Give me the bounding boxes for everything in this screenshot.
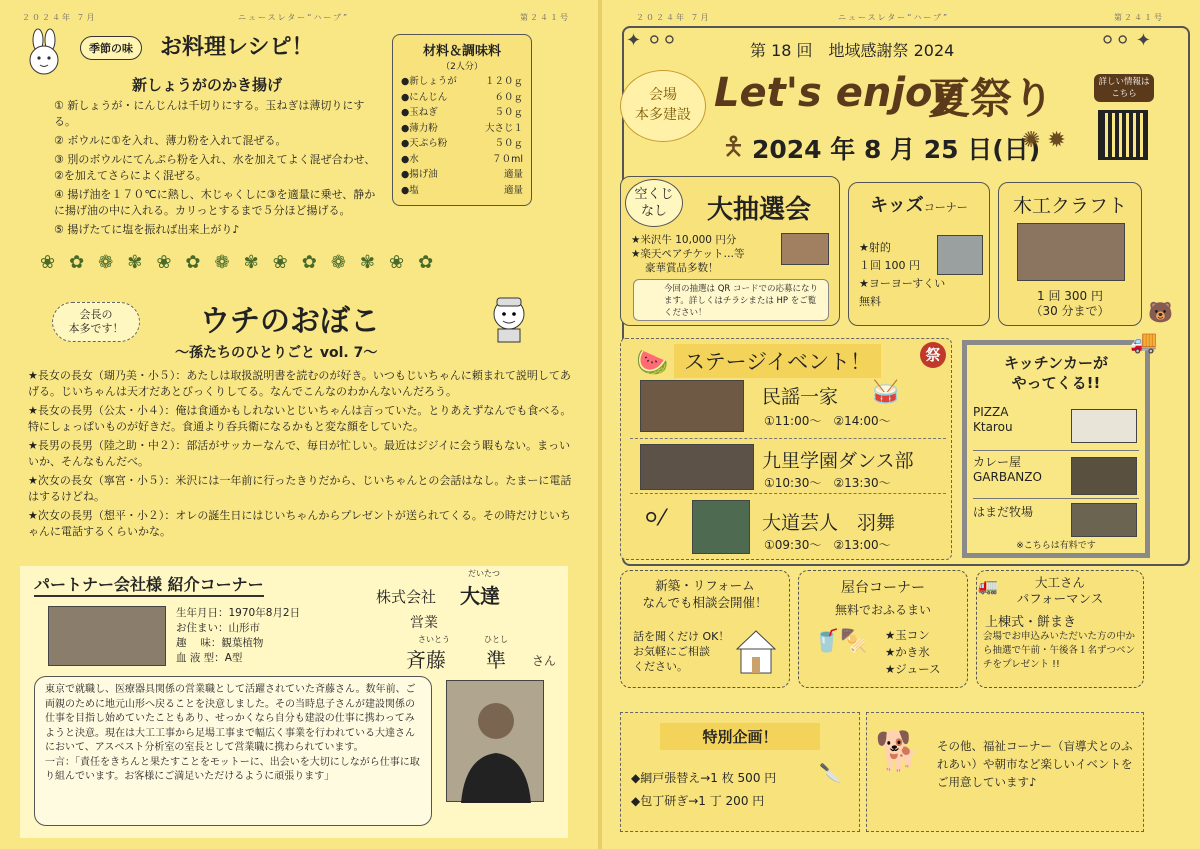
pizza-photo xyxy=(1071,409,1137,443)
chef-rabbit-icon xyxy=(20,28,70,78)
profile-row xyxy=(176,651,300,666)
recipe-step: ① 新しょうが・にんじんは千切りにする。玉ねぎは薄切りにする。 xyxy=(54,99,365,128)
special-box xyxy=(620,712,860,832)
stall-box xyxy=(798,570,968,688)
header-date: ２０２４年 ７月 xyxy=(22,13,97,22)
stage-event-times: ①09:30～ ②13:00～ xyxy=(764,538,891,552)
profile-key: 生年月日： xyxy=(176,607,229,619)
ingredient-row xyxy=(401,105,523,121)
stall-item: ★かき氷 xyxy=(885,645,930,659)
ingredient-name: ●天ぷら粉 xyxy=(401,138,448,149)
stage-title: ステージイベント！ xyxy=(674,344,881,378)
stage-event-photo-1 xyxy=(640,380,744,432)
craft-title: 木工クラフト xyxy=(1012,195,1127,217)
profile-value: A型 xyxy=(224,652,243,664)
festival-badge: 祭 xyxy=(920,342,946,368)
profile-value: 観葉植物 xyxy=(221,637,264,649)
ingredient-name: ●玉ねぎ xyxy=(401,107,438,118)
ingredients-box xyxy=(392,34,532,206)
ingredient-qty: ５０ｇ xyxy=(494,138,523,149)
curry-truck-photo xyxy=(1071,457,1137,495)
food-truck-icon: 🚚 xyxy=(1130,330,1158,355)
ingredients-list xyxy=(393,72,531,200)
left-page xyxy=(0,0,598,849)
recipe-title: お料理レシピ！ xyxy=(160,35,314,60)
partner-title: パートナー会社様 紹介コーナー xyxy=(34,572,264,597)
stall-item: ★ジュース xyxy=(885,662,941,676)
stage-event-name: 大道芸人 羽舞 xyxy=(762,512,896,534)
kids-title-row xyxy=(849,191,989,217)
ingredient-name: ●水 xyxy=(401,153,419,165)
kitchen-title-1: キッチンカーが xyxy=(1004,354,1108,372)
festival-date: 2024 年 8 月 25 日(日) xyxy=(752,135,1041,164)
profile-key: お住まい： xyxy=(176,622,229,634)
header-title: ニュースレター“ハーブ” xyxy=(838,13,950,22)
stage-event-photo-3 xyxy=(692,500,750,554)
family-item: ★長男の長男（陸之助・中２）：部活がサッカーなんで、毎日が忙しい。最近はジジイに会う暇もない。まっいいか、そんなもんだべ。 xyxy=(28,439,571,468)
recipe-steps xyxy=(54,98,384,238)
partner-bio-box xyxy=(34,676,432,826)
kitchen-note: ※こちらは有料です xyxy=(1016,541,1096,551)
profile-key: 血 液 型： xyxy=(176,652,225,664)
family-item: ★長女の長男（公太・小４）：俺は食通かもしれないとじいちゃんは言っていた。とりあえずなんでも食べる。特にしょっぱいものが好きだ。食通より呑兵衛になるかもと変な顔をしていた。 xyxy=(28,404,572,433)
kids-item: ★射的 xyxy=(859,241,891,254)
lantern-left-icon: ✦ ⚪⚪ xyxy=(626,30,677,51)
tools-icon: 🔪 xyxy=(819,763,842,784)
family-item: ★次女の長女（寧宮・小５）：米沢には一年前に行ったきりだから、じいちゃんとの会話はなし。たまーに電話はするけどね。 xyxy=(28,474,572,503)
stage-event-name: 民謡一家 xyxy=(762,386,839,408)
ingredient-row xyxy=(401,183,523,199)
ingredient-row xyxy=(401,121,523,137)
recipe-dish: 新しょうがのかき揚げ xyxy=(132,76,283,94)
kitchen-title-2: やってくる!! xyxy=(1011,374,1101,392)
festival-title-jp: 夏祭り xyxy=(928,74,1055,123)
shooting-gallery-photo xyxy=(937,235,983,275)
ingredient-name: ●塩 xyxy=(401,184,419,196)
lantern-right-icon: ⚪⚪ ✦ xyxy=(1100,30,1151,51)
ingredient-qty: １２０ｇ xyxy=(484,76,523,87)
ingredient-row xyxy=(401,90,523,106)
header-date: ２０２４年 ７月 xyxy=(636,13,711,22)
mascot-icon: 🐻 xyxy=(1148,300,1173,324)
lottery-prize: ★米沢牛 10,000 円分 xyxy=(631,234,737,246)
festival-title-en: Let's enjoy xyxy=(714,70,959,116)
family-title: ウチのおぼこ xyxy=(200,304,380,339)
drum-icon: 🥁 xyxy=(872,380,900,405)
recipe-step: ② ボウルに①を入れ、薄力粉を入れて混ぜる。 xyxy=(54,134,287,147)
carpenter-body: 会場でお申込みいただいた方の中から抽選で午前・午後各１名ずつベンチをプレゼント !! xyxy=(983,631,1136,670)
craft-box xyxy=(998,182,1142,326)
kitchen-car-item: カレー屋 GARBANZO xyxy=(973,451,1139,499)
lottery-extra: 豪華賞品多数！ xyxy=(645,262,719,274)
partner-honorific: さん xyxy=(532,654,557,668)
reform-title: 新築・リフォーム なんでも相談会開催！ xyxy=(642,578,768,610)
festival-edition: 第 18 回 地域感謝祭 2024 xyxy=(750,41,955,60)
ingredient-qty: ５０ｇ xyxy=(494,107,523,118)
company-name: 大達 xyxy=(460,584,500,608)
kids-title: キッズ xyxy=(870,195,924,216)
craft-limit: （30 分まで） xyxy=(1030,304,1110,318)
family-list xyxy=(28,368,576,540)
other-box xyxy=(866,712,1144,832)
family-subtitle: ～孫たちのひとりごと vol. 7～ xyxy=(175,345,378,361)
chairman-character-icon xyxy=(482,290,536,344)
lottery-box xyxy=(620,176,840,326)
header-title: ニュースレター“ハーブ” xyxy=(238,13,350,22)
right-page xyxy=(602,0,1200,849)
company-label: 株式会社 xyxy=(376,588,437,606)
kitchen-car-box xyxy=(962,340,1150,558)
profile-value: 山形市 xyxy=(228,622,260,634)
farm-truck-photo xyxy=(1071,503,1137,537)
ingredient-name: ●にんじん xyxy=(401,91,448,103)
kitchen-car-item: はまだ牧場 xyxy=(973,505,1034,519)
fireworks-icon: ✺ ✹ xyxy=(1022,128,1066,153)
craft-price: 1 回 300 円 xyxy=(1037,289,1103,303)
kids-item: ★ヨーヨーすくい xyxy=(859,277,946,290)
stall-items xyxy=(885,627,941,678)
ingredient-name: ●薄力粉 xyxy=(401,122,438,134)
ingredient-qty: ６０ｇ xyxy=(494,91,523,103)
profile-key: 趣 味： xyxy=(176,637,222,649)
vegetables-decoration-icon: ❀✿❁✾❀✿❁✾❀✿❁✾❀✿ xyxy=(40,252,448,273)
special-items xyxy=(631,767,776,813)
person-left-icon: 🯅 xyxy=(722,132,745,162)
ingredients-title: 材料＆調味料 xyxy=(422,44,501,59)
partner-profile xyxy=(176,606,300,666)
family-item: ★次女の長男（想平・小２）：オレの誕生日にはじいちゃんからプレゼントが送られてくる。その時だけじいちゃんに電話するくらいかな。 xyxy=(28,509,571,538)
special-item: ◆網戸張替え→1 枚 500 円 xyxy=(631,771,777,785)
house-icon xyxy=(733,627,779,677)
stage-event-times: ①10:30～ ②13:30～ xyxy=(764,476,891,490)
carpenter-sub: 上棟式・餅まき xyxy=(985,615,1077,630)
recipe-step: ④ 揚げ油を１７０℃に熱し、木じゃくしに③を適量に乗せ、静かに揚げ油の中に入れる。カリっとするまで５分ほど揚げる。 xyxy=(54,188,376,217)
kitchen-title-block xyxy=(967,353,1145,393)
ingredient-row xyxy=(401,152,523,168)
stage-event-times: ①11:00～ ②14:00～ xyxy=(764,414,891,428)
juggling-icon: ⚪⁄ xyxy=(642,506,665,531)
ingredient-name: ●揚げ油 xyxy=(401,169,438,180)
qr-code-icon[interactable] xyxy=(1098,110,1148,160)
profile-row xyxy=(176,606,300,621)
surname-ruby: さいとう xyxy=(418,635,450,644)
lottery-bubble: 空くじ なし xyxy=(625,179,683,227)
kids-title-small: コーナー xyxy=(923,201,968,214)
reform-box xyxy=(620,570,790,688)
ingredient-qty: ７０ml xyxy=(492,153,523,165)
stage-event-name: 九里学園ダンス部 xyxy=(762,450,914,472)
company-ruby: だいたつ xyxy=(468,569,500,578)
partner-bio: 東京で就職し、医療器具関係の営業職として活躍されていた斉藤さん。数年前、ご両親のために地元山形へ戻ることを決意しました。その当時息子さんが建設関係の仕事を目指し始めていたこともあり、せっかくなら自分も建設の仕事に携わってみようと決意。現在は大工工事から足場工事まで幅広く事業を行われている大達さんにおいて、アスベスト分析室の室長として営業職に携わられています。 xyxy=(45,684,416,753)
special-item: ◆包丁研ぎ→1 丁 200 円 xyxy=(631,794,765,808)
partner-role: 営業 xyxy=(410,615,438,631)
ingredient-row xyxy=(401,74,523,90)
partner-surname: 斉藤 xyxy=(406,648,446,672)
lottery-title: 大抽選会 xyxy=(707,195,812,225)
kitchen-car-item: PIZZA Ktarou xyxy=(973,405,1139,451)
lottery-note-box xyxy=(633,279,829,321)
family-item: ★長女の長女（瑚乃美・小５）：あたしは取扱説明書を読むのが好き。いつもじいちゃんに頼まれて説明してあげる。じいちゃんは天才だあとびっくりしてる。なんでこんなのわかんないんだろう。 xyxy=(28,369,571,398)
craft-photo xyxy=(1017,223,1125,281)
other-text: その他、福祉コーナー（盲導犬とのふれあい）や朝市など楽しいイベントをご用意しています♪ xyxy=(937,739,1133,789)
partner-given-name: 準 xyxy=(486,648,506,672)
ingredient-qty: 大さじ１ xyxy=(484,122,523,134)
kids-item: １回 100 円 xyxy=(859,259,920,272)
kids-items xyxy=(859,239,945,311)
lottery-prize: ★楽天ペアチケット…等 xyxy=(631,248,745,260)
ingredient-qty: 適量 xyxy=(503,184,523,196)
venue-fan: 会場 本多建設 xyxy=(620,70,706,142)
drink-icon: 🥤🍢 xyxy=(813,629,868,654)
header-issue: 第２４１号 xyxy=(520,13,570,22)
stall-title: 屋台コーナー xyxy=(841,580,925,596)
lottery-prizes xyxy=(631,233,744,275)
profile-value: 1970年8月2日 xyxy=(228,607,301,619)
recipe-step: ⑤ 揚げたてに塩を振れば出来上がり♪ xyxy=(54,223,240,236)
carpenter-title: 大工さん パフォーマンス xyxy=(1016,575,1104,606)
recipe-badge: 季節の味 xyxy=(80,36,142,60)
ingredient-row xyxy=(401,136,523,152)
guide-dog-icon: 🐕 xyxy=(875,729,923,773)
ingredients-servings: （2人分） xyxy=(441,62,483,72)
partner-portrait-photo xyxy=(446,680,544,802)
partner-quote: 一言：「責任をきちんと果たすことをモットーに、出会いを大切にしながら仕事に取り組んでいます。お客様にご満足いただけるように頑張ります」 xyxy=(45,756,420,782)
profile-row xyxy=(176,636,300,651)
special-title: 特別企画！ xyxy=(660,723,820,750)
watermelon-icon: 🍉 xyxy=(636,348,669,378)
reform-body: 話を聞くだけ OK！ お気軽にご相談 ください。 xyxy=(633,630,730,673)
profile-row xyxy=(176,621,300,636)
carpenter-box xyxy=(976,570,1144,688)
ingredient-qty: 適量 xyxy=(503,169,523,180)
chairman-bubble: 会長の 本多です！ xyxy=(52,302,140,342)
stage-event-photo-2 xyxy=(640,444,754,490)
recipe-step: ③ 別のボウルにてんぷら粉を入れ、水を加えてよく混ぜ合わせ、②を加えてさらによく混ぜる。 xyxy=(54,153,376,182)
lottery-note: 今回の抽選は QR コードでの応募になります。詳しくはチラシまたは HP をご覧ください！ xyxy=(664,284,819,318)
ingredient-row xyxy=(401,167,523,183)
stall-item: ★玉コン xyxy=(885,628,930,642)
craft-price-block xyxy=(999,289,1141,319)
beef-photo xyxy=(781,233,829,265)
kids-item: 無料 xyxy=(859,295,881,308)
stall-sub: 無料でおふるまい xyxy=(834,603,931,617)
kids-box xyxy=(848,182,990,326)
ingredient-name: ●新しょうが xyxy=(401,76,457,87)
partner-office-photo xyxy=(48,606,166,666)
header-issue: 第２４１号 xyxy=(1114,13,1164,22)
details-badge: 詳しい情報は こちら xyxy=(1094,74,1154,102)
truck-icon: 🚛 xyxy=(978,576,998,595)
given-ruby: ひとし xyxy=(484,635,508,644)
